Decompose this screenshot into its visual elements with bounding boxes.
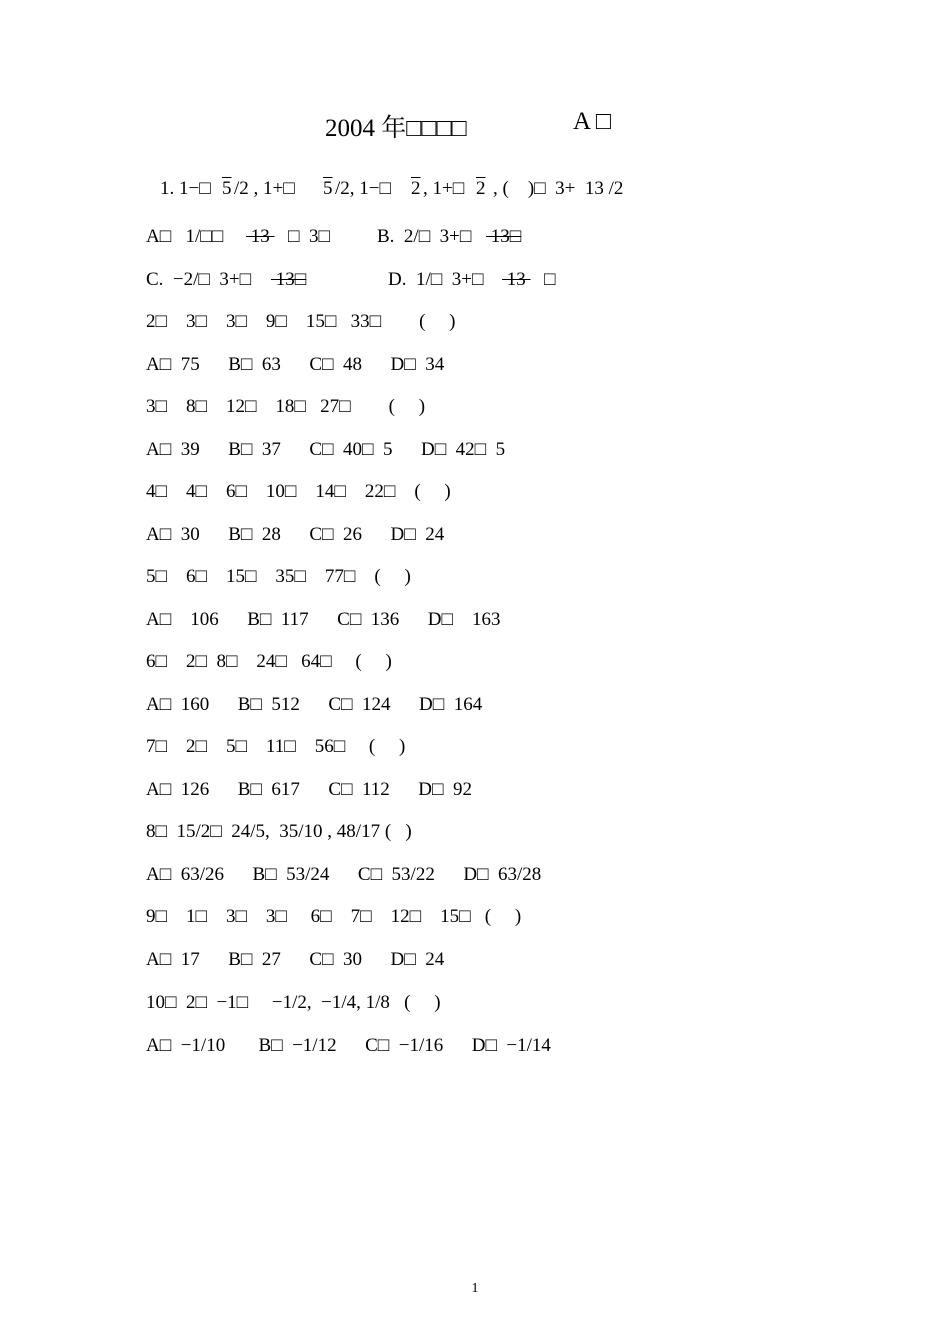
option-a: □ 3□ xyxy=(288,226,330,247)
option-d: D. 1/□ 3+□ xyxy=(388,269,484,290)
options-line: A□ 106 B□ 117 C□ 136 D□ 163 xyxy=(146,609,501,630)
title-version: A □ xyxy=(573,108,612,135)
options-line: A□ 63/26 B□ 53/24 C□ 53/22 D□ 63/28 xyxy=(146,864,542,885)
option-b: B. 2/□ 3+□ xyxy=(377,226,472,247)
q1-sqrt-2: 2 xyxy=(411,178,421,199)
q1-options-ab xyxy=(146,224,522,250)
options-line: A□ 126 B□ 617 C□ 112 D□ 92 xyxy=(146,779,472,800)
options-line: A□ 75 B□ 63 C□ 48 D□ 34 xyxy=(146,354,445,375)
option-c: C. −2/□ 3+□ xyxy=(146,269,252,290)
options-line: A□ 160 B□ 512 C□ 124 D□ 164 xyxy=(146,694,483,715)
question-line: 4□ 4□ 6□ 10□ 14□ 22□ ( ) xyxy=(146,481,451,502)
title-main: 2004 年□□□□ xyxy=(325,115,467,142)
question-line: 7□ 2□ 5□ 11□ 56□ ( ) xyxy=(146,736,406,757)
question-line: 6□ 2□ 8□ 24□ 64□ ( ) xyxy=(146,651,392,672)
option-c-strike: 13□ xyxy=(271,269,307,290)
question-line: 2□ 3□ 3□ 9□ 15□ 33□ ( ) xyxy=(146,311,456,332)
option-a: A□ 1/□□ xyxy=(146,226,228,247)
options-line: A□ 17 B□ 27 C□ 30 D□ 24 xyxy=(146,949,445,970)
q1-part: , 1+□ xyxy=(423,178,465,199)
question-line: 5□ 6□ 15□ 35□ 77□ ( ) xyxy=(146,566,411,587)
question-line: 9□ 1□ 3□ 3□ 6□ 7□ 12□ 15□ ( ) xyxy=(146,906,522,927)
option-d: □ xyxy=(544,269,556,290)
q1-sqrt-2: 2 xyxy=(476,178,486,199)
page-number: 1 xyxy=(471,1281,479,1296)
q1-part: , ( )□ 3+ 13 /2 xyxy=(493,178,624,199)
question-1 xyxy=(160,176,624,202)
q1-options-cd xyxy=(146,267,556,293)
q1-sqrt-5: 5 xyxy=(323,178,333,199)
option-b-strike: 13□ xyxy=(486,226,522,247)
question-line: 3□ 8□ 12□ 18□ 27□ ( ) xyxy=(146,396,426,417)
q1-part: /2 , 1+□ xyxy=(234,178,295,199)
options-line: A□ 30 B□ 28 C□ 26 D□ 24 xyxy=(146,524,445,545)
question-line: 10□ 2□ −1□ −1/2, −1/4, 1/8 ( ) xyxy=(146,992,441,1013)
options-line: A□ −1/10 B□ −1/12 C□ −1/16 D□ −1/14 xyxy=(146,1035,551,1056)
document-title xyxy=(0,108,950,142)
q1-sqrt-5: 5 xyxy=(222,178,232,199)
question-line: 8□ 15/2□ 24/5, 35/10 , 48/17 ( ) xyxy=(146,821,412,842)
option-a-strike: 13 xyxy=(246,226,275,247)
q1-part: 1. 1−□ xyxy=(160,178,211,199)
q1-part: /2, 1−□ xyxy=(335,178,391,199)
option-d-strike: 13 xyxy=(502,269,531,290)
options-line: A□ 39 B□ 37 C□ 40□ 5 D□ 42□ 5 xyxy=(146,439,506,460)
